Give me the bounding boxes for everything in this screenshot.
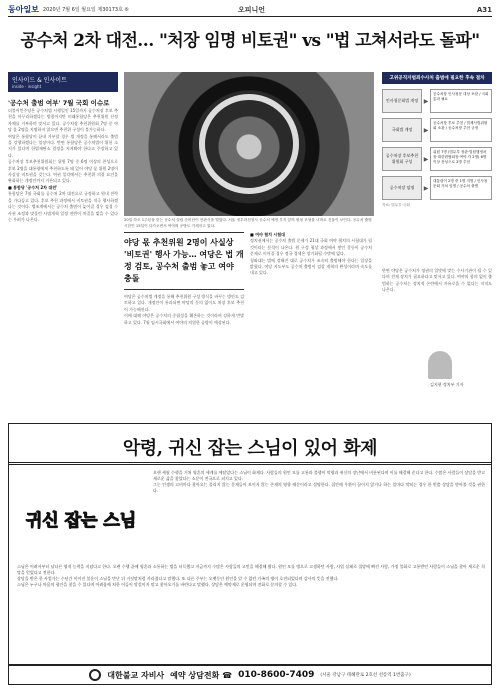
reporter-portrait bbox=[428, 351, 452, 379]
article-column-4 bbox=[382, 268, 492, 348]
article-paragraph: 여당은 통합당이 끝내 거부할 경우 법 개정을 통해서라도 출범을 강행하겠다는 입장이다. 반면 통합당은 공수처법이 위헌 소지가 있다며 헌법재판소 결정을 지켜봐야 한다고 주장하고 있다. bbox=[8, 133, 118, 158]
temple-logo-icon bbox=[89, 669, 101, 681]
ad-text-bottom bbox=[17, 564, 485, 660]
article-paragraph: 이에 대해 야당은 공수처의 중립성을 훼손하는 것이라며 강하게 반발하고 있다. 7월 임시국회에서 여야의 치열한 공방이 예상된다. bbox=[124, 313, 244, 325]
diagram-step bbox=[382, 89, 492, 113]
step-box: 공수처장 임명 bbox=[382, 176, 422, 200]
page-number: A31 bbox=[476, 5, 492, 14]
ad-paragraph: 상담을 받은 한 사업가는 수년간 이어진 불운이 스님을 만난 뒤 거짓말처럼 사라졌다고 말했다. 또 다른 주부는 오랫동안 원인을 알 수 없던 가족의 병이 호전되었다며 감사의 뜻을 전했다. bbox=[17, 576, 339, 581]
column-header bbox=[8, 72, 118, 111]
diagram-source: 자료: 법무부·국회 bbox=[382, 203, 410, 207]
arrow-right-icon: ▶ bbox=[423, 97, 429, 105]
ad-contact-label: 예약 상담전화 ☎ bbox=[170, 670, 233, 680]
article-subhead: ■ 통합당 '공수처 2차 대전' bbox=[8, 184, 58, 190]
article-paragraph: 청와대는 법에 정해진 대로 공수처가 조속히 출범해야 한다는 입장을 밝혔다. 여당 지도부도 공수처 출범이 검찰 개혁의 완성이라며 속도를 내고 있다. bbox=[250, 257, 372, 276]
ad-paragraph: 스님은 어려서부터 남다른 영적 능력을 지녔다고 한다. 오랜 수행 끝에 영혼과 소통하는 법을 터득했고 지금까지 수많은 사람들의 고민을 해결해 왔다. 원인 모를 병으로 고생하던 사람, 사업 실패로 절망에 빠진 사람, 가정 불화로 고통받던 사람들이 스님을 찾아 새로운 희망을 얻었다고 전한다. bbox=[17, 564, 485, 575]
ad-paragraph: 스님은 누구나 마음의 평안을 찾을 수 있다며 어려움에 처한 이들이 망설이지 말고 찾아오기를 바란다고 말했다. 상담은 예약제로 운영되며 전화로 문의할 수 있다. bbox=[17, 582, 298, 587]
ad-paragraph: 오랜 세월 수행을 거쳐 영혼의 세계를 깨달았다는 스님이 화제다. 사람들의 원인 모를 고통과 불행이 악령과 귀신의 장난에서 비롯된다며 이를 해결해 준다고 한다. 수많은 사람들이 상담을 받고 새로운 삶을 찾았다는 소문이 전국으로 퍼지고 있다. bbox=[153, 470, 485, 481]
article-paragraph: 반면 야당은 공수처가 정권의 입맛에 맞는 수사기관이 될 수 있다며 견제 장치가 필요하다고 맞서고 있다. 여야의 합의 없이 출범하는 공수처는 정치적 논란에서 자유로울 수 없다는 지적도 나온다. bbox=[382, 268, 492, 293]
arrow-right-icon: ▶ bbox=[423, 184, 429, 192]
article-subhead: ■ 여야 협치 시험대 bbox=[250, 232, 286, 237]
step-note: 공수처장 인사청문 대상 포함 / 국회 통과 필요 bbox=[430, 89, 492, 113]
ad-paragraph: 그는 인생의 고비마다 찾아오는 풀리지 않는 문제들이 보이지 않는 존재의 영향 때문이라고 설명한다. 집안에 우환이 끊이지 않거나 하는 일마다 막히는 경우 한 번쯤 상담을 받아볼 것을 권한다. bbox=[153, 482, 485, 493]
reporter-byline: 김지현 정치부 기자 bbox=[430, 382, 464, 387]
article-paragraph: 여당은 공수처법 개정을 통해 추천위원 구성 방식을 바꾸는 방안도 검토하고 있다. 개정안이 통과되면 야당의 동의 없이도 처장 후보 추천이 가능해진다. bbox=[124, 294, 244, 312]
diagram-step bbox=[382, 147, 492, 171]
article-paragraph: 공수처장 후보추천위원회는 위원 7명 중 6명 이상의 찬성으로 후보 2명을 대통령에게 추천하도록 돼 있어 야당 몫 위원 2명이 사실상 비토권을 갖는다. 여권 일각에서는 추천위 의결 요건을 완화하는 개정안까지 거론되고 있다. bbox=[8, 159, 118, 184]
headline: 공수처 2차 대전… "처장 임명 비토권" vs "법 고쳐서라도 돌파" bbox=[20, 31, 480, 51]
arrow-right-icon: ▶ bbox=[423, 155, 429, 163]
diagram-step bbox=[382, 118, 492, 142]
ad-advertiser: 대한불교 자비사 bbox=[107, 670, 165, 680]
column-kicker: '공수처 출범 여부' 7월 국회 이슈로 bbox=[8, 99, 110, 107]
ad-address: (서울 강남구 테헤란로 2호선 선릉역 1번출구) bbox=[320, 673, 411, 678]
ad-footer bbox=[9, 664, 491, 684]
step-note: 공수처장 후보 추천 / 법제사법위원회 소관 / 공수처장 추천 규정 bbox=[430, 118, 492, 142]
article-paragraph: 통합당은 7월 국회를 공수처 2차 대전으로 규정하고 원내 전략을 가다듬고 있다. 후보 추천 과정에서 비토권을 적극 행사하겠다는 것이다. 법조계에서는 공수처 출범이 늦어질 경우 검경 수사권 조정과 맞물린 사법개혁 일정 전반이 차질을 빚을 수 있다는 우려가 나온다. bbox=[8, 191, 118, 222]
diagram-title: 고위공직자범죄수사처 출범에 필요한 후속 절차 bbox=[382, 72, 492, 84]
arrow-right-icon: ▶ bbox=[423, 126, 429, 134]
procedure-diagram bbox=[382, 72, 492, 262]
ad-brush-lettering bbox=[17, 486, 145, 552]
ad-text-top bbox=[153, 470, 485, 560]
ad-headline: 악령, 귀신 잡는 스님이 있어 화제 bbox=[122, 438, 378, 459]
article-paragraph: 정치권에서는 공수처 출범 문제가 21대 국회 여야 협치의 시험대가 될 것이라는 분석이 나온다. 원 구성 협상 과정에서 쌓인 갈등이 공수처 문제로 이어질 경우 정국 경색은 장기화될 수밖에 없다. bbox=[250, 238, 372, 257]
advertisement bbox=[8, 423, 492, 685]
column-tag-title: 인사이드 & 인사이트 bbox=[12, 77, 67, 84]
step-note: 위원 7명 (법무부 장관·법원행정처장·대한변협회장·여야 각 2명) 6명 이상 찬성으로 2명 추천 bbox=[430, 147, 492, 171]
step-box: 인사청문회법 개정 bbox=[382, 89, 422, 113]
column-tag bbox=[8, 72, 118, 92]
photo-ring-sculpture bbox=[199, 94, 299, 194]
ad-phone-number: 010-8600-7409 bbox=[238, 670, 315, 680]
masthead bbox=[8, 3, 492, 17]
photo-caption: 20일 하오 1주년을 맞는 공수처 설립 준비단이 현판식을 열었다. 서울 정부과천청사 공수처 예정 부지 앞의 원형 조형물 너머로 건물이 보인다. 공수처 출범 시한인 15일이 다가오면서 여야의 공방도 거세지고 있다. bbox=[124, 218, 372, 228]
step-note: 대통령이 2명 중 1명 지명 / 인사청문회 거쳐 임명 / 공수처 출범 bbox=[430, 176, 492, 200]
ad-brush-text: 귀신 잡는 스님 bbox=[25, 511, 137, 531]
step-box: 공수처장 후보추천위원회 구성 bbox=[382, 147, 422, 171]
diagram-step bbox=[382, 176, 492, 200]
paper-name: 동아일보 bbox=[8, 4, 39, 14]
article-column-1 bbox=[8, 108, 118, 416]
section-label: 오피니언 bbox=[238, 5, 266, 14]
article-column-2 bbox=[124, 232, 244, 416]
column-tag-sub: inside · insight bbox=[12, 84, 42, 89]
article-paragraph: 더불어민주당은 공수처법 시행일인 15일까지 공수처장 후보 추천을 마무리하겠다는 방침이지만 미래통합당은 추천위원 선정 자체를 거부하며 맞서고 있다. 공수처장 추천위원회 7명 중 야당 몫 2명을 지명하지 않으면 추천위 구성이 불가능하다. bbox=[8, 108, 118, 133]
step-box: 국회법 개정 bbox=[382, 118, 422, 142]
article-column-3 bbox=[250, 232, 372, 416]
ad-divider bbox=[9, 462, 491, 465]
pull-quote: 야당 몫 추천위원 2명이 사실상 '비토권' 행사 가능… 여당은 법 개정 검토, 공수처 출범 놓고 여야 충돌 bbox=[124, 232, 244, 290]
issue-number: 제30173호 ⑥ bbox=[97, 7, 129, 13]
article-photo bbox=[124, 72, 374, 216]
issue-date: 2020년 7월 6일 월요일 bbox=[42, 7, 96, 13]
